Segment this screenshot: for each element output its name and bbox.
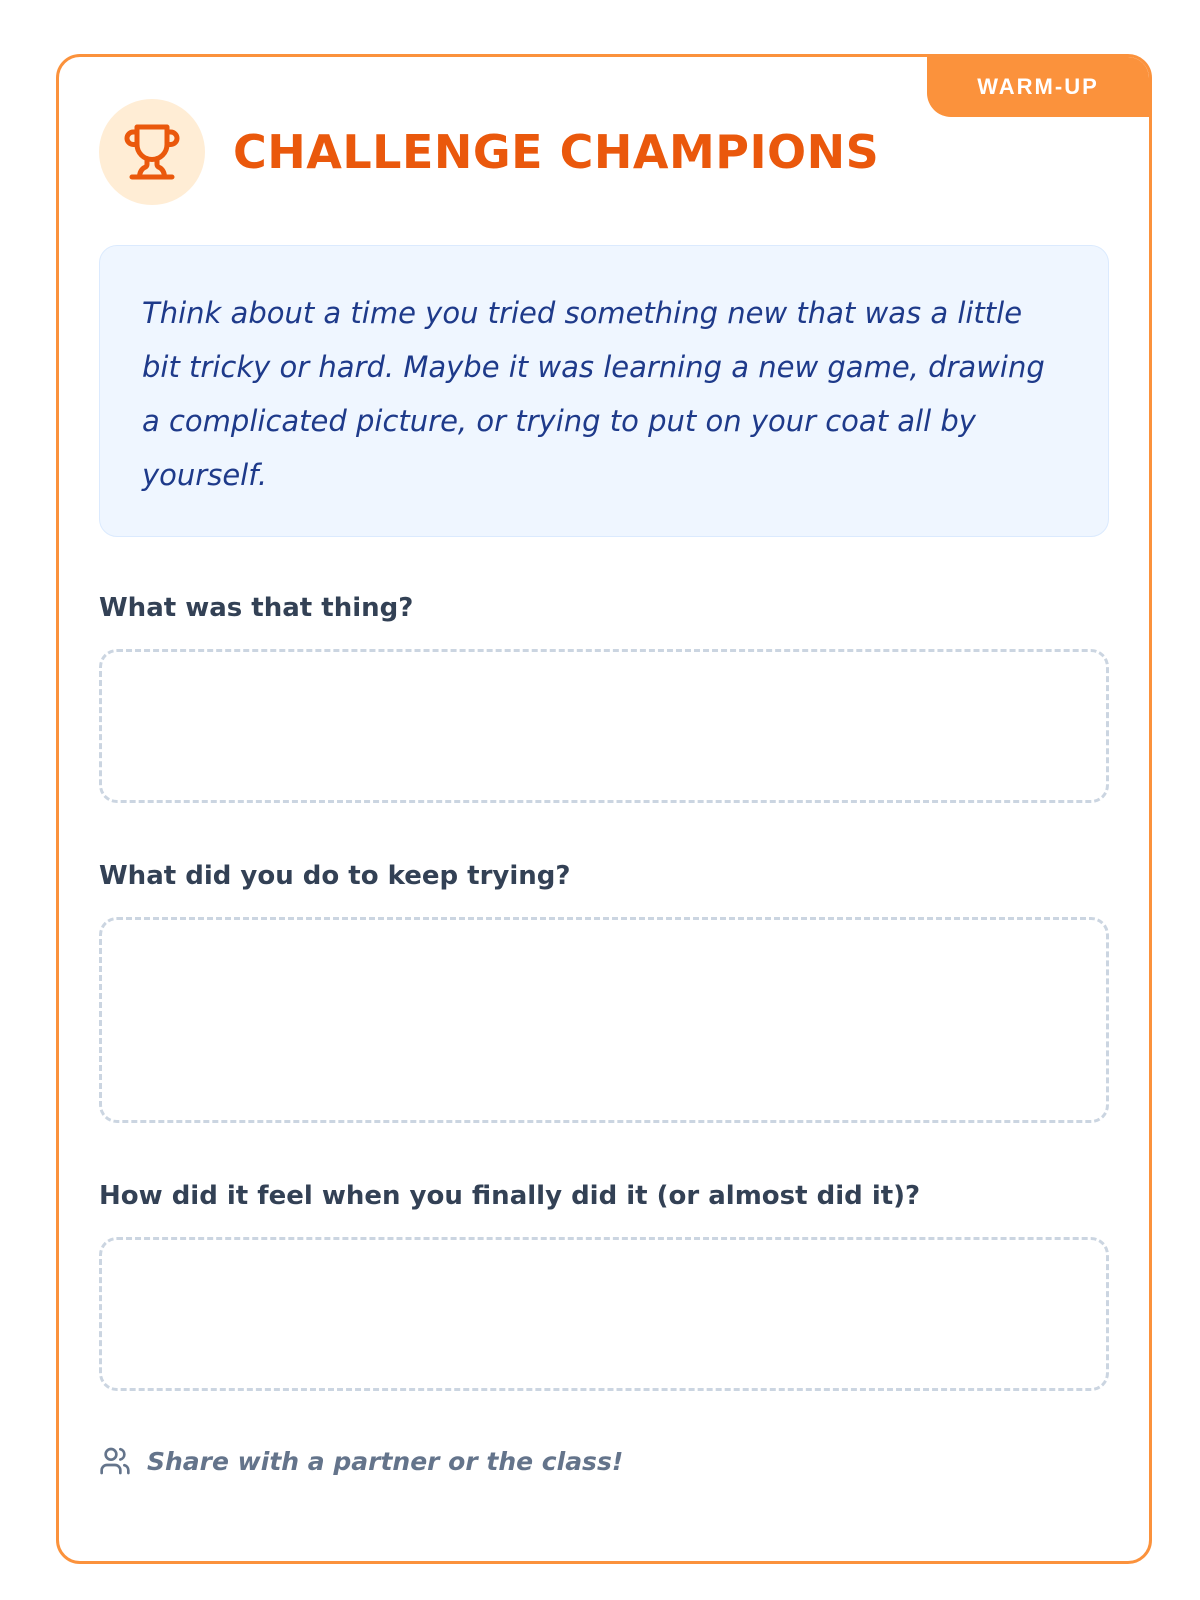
trophy-icon-badge: [99, 99, 205, 205]
warm-up-tag: WARM-UP: [927, 57, 1149, 117]
question-1-label: What was that thing?: [99, 593, 414, 623]
question-3-label: How did it feel when you finally did it (or almost did it)?: [99, 1181, 921, 1211]
answer-box-2[interactable]: [99, 917, 1109, 1123]
warm-up-card: [56, 54, 1152, 1564]
card-header: [99, 99, 879, 205]
question-2-label: What did you do to keep trying?: [99, 861, 571, 891]
trophy-icon: [122, 122, 182, 182]
answer-box-1[interactable]: [99, 649, 1109, 803]
answer-box-3[interactable]: [99, 1237, 1109, 1391]
share-text: Share with a partner or the class!: [147, 1446, 624, 1476]
share-footer: [99, 1445, 623, 1477]
intro-prompt: Think about a time you tried something new that was a little bit tricky or hard. Maybe it was learning a new game, drawing a complicated picture, or trying to put on your coat all by yourself.: [99, 245, 1109, 537]
users-icon: [99, 1445, 131, 1477]
page-title: CHALLENGE CHAMPIONS: [233, 125, 880, 179]
